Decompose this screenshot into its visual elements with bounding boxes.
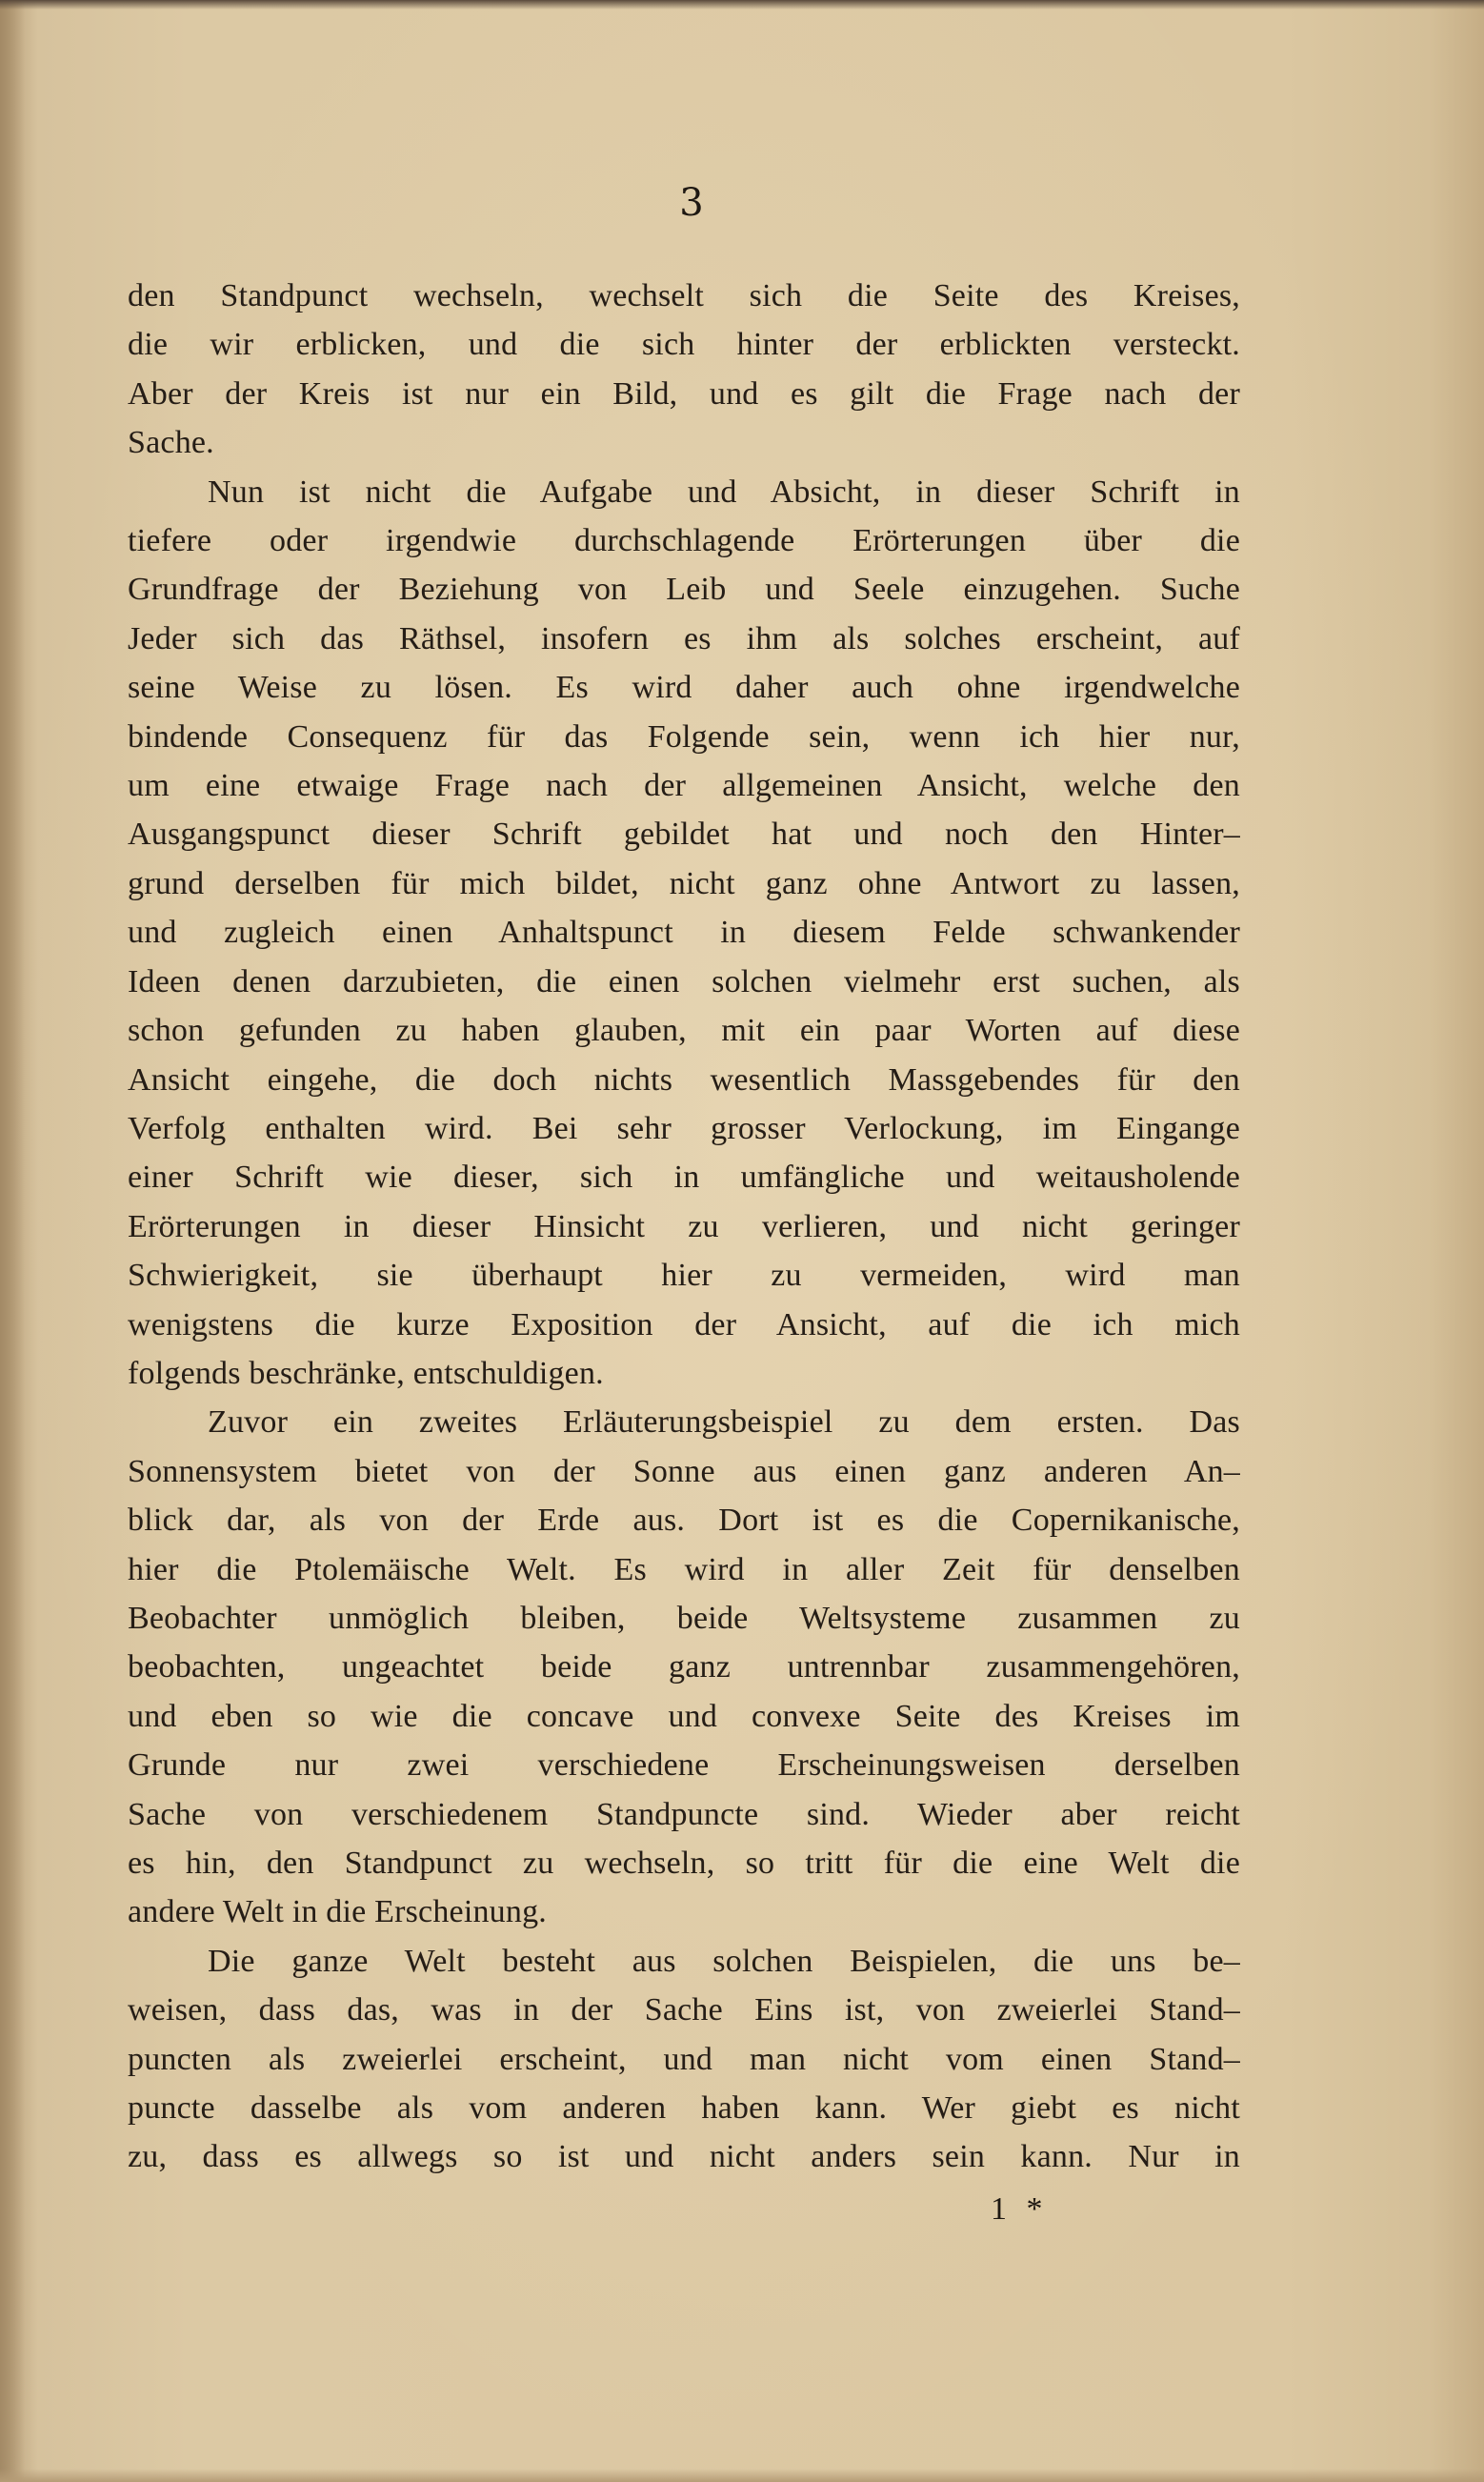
text-line: tiefere oder irgendwie durchschlagende Erörterungen über die xyxy=(128,523,1240,559)
text-line: Sache. xyxy=(128,425,214,461)
text-line: folgends beschränke, entschuldigen. xyxy=(128,1355,604,1391)
text-line: hier die Ptolemäische Welt. Es wird in aller Zeit für denselben xyxy=(128,1551,1240,1587)
text-line: die wir erblicken, und die sich hinter der erblickten versteckt. xyxy=(128,327,1240,363)
text-lines xyxy=(128,272,1240,2182)
text-line: den Standpunct wechseln, wechselt sich die Seite des Kreises, xyxy=(128,278,1240,313)
text-line: schon gefunden zu haben glauben, mit ein paar Worten auf diese xyxy=(128,1013,1240,1049)
text-line: Grundfrage der Beziehung von Leib und Seele einzugehen. Suche xyxy=(128,572,1240,608)
text-line: und eben so wie die concave und convexe Seite des Kreises im xyxy=(128,1698,1240,1734)
text-line: Die ganze Welt besteht aus solchen Beispielen, die uns be– xyxy=(208,1943,1240,1979)
text-line: puncte dasselbe als vom anderen haben kann. Wer giebt es nicht xyxy=(128,2090,1240,2127)
text-line: wenigstens die kurze Exposition der Ansicht, auf die ich mich xyxy=(128,1306,1240,1342)
text-line: Ansicht eingehe, die doch nichts wesentlich Massgebendes für den xyxy=(128,1061,1240,1098)
text-line: Zuvor ein zweites Erläuterungsbeispiel zu dem ersten. Das xyxy=(208,1404,1240,1441)
text-line: Nun ist nicht die Aufgabe und Absicht, in dieser Schrift in xyxy=(208,474,1240,510)
text-line: und zugleich einen Anhaltspunct in diesem Felde schwankender xyxy=(128,915,1240,951)
text-line: zu, dass es allwegs so ist und nicht anders sein kann. Nur in xyxy=(128,2139,1240,2175)
text-line: Verfolg enthalten wird. Bei sehr grosser Verlockung, im Eingange xyxy=(128,1110,1240,1146)
text-line: blick dar, als von der Erde aus. Dort ist es die Copernikanische, xyxy=(128,1503,1240,1539)
page-binding-shadow xyxy=(0,0,25,2482)
text-line: grund derselben für mich bildet, nicht ganz ohne Antwort zu lassen, xyxy=(128,865,1240,901)
text-line: bindende Consequenz für das Folgende sein, wenn ich hier nur, xyxy=(128,718,1240,755)
text-line: Ausgangspunct dieser Schrift gebildet hat und noch den Hinter– xyxy=(128,817,1240,853)
text-line: Sonnensystem bietet von der Sonne aus einen ganz anderen An– xyxy=(128,1453,1240,1489)
text-line: Ideen denen darzubieten, die einen solchen vielmehr erst suchen, als xyxy=(128,963,1240,999)
body-text xyxy=(128,272,1240,2182)
text-line: beobachten, ungeachtet beide ganz untrennbar zusammengehören, xyxy=(128,1649,1240,1685)
text-line: Aber der Kreis ist nur ein Bild, und es gilt die Frage nach der xyxy=(128,375,1240,412)
text-line: Beobachter unmöglich bleiben, beide Weltsysteme zusammen zu xyxy=(128,1600,1240,1636)
page-number: 3 xyxy=(679,181,704,225)
text-line: seine Weise zu lösen. Es wird daher auch ohne irgendwelche xyxy=(128,670,1240,706)
text-line: Schwierigkeit, sie überhaupt hier zu vermeiden, wird man xyxy=(128,1258,1240,1294)
text-line: Erörterungen in dieser Hinsicht zu verlieren, und nicht geringer xyxy=(128,1208,1240,1244)
text-line: Sache von verschiedenem Standpuncte sind. Wieder aber reicht xyxy=(128,1796,1240,1832)
text-line: puncten als zweierlei erscheint, und man nicht vom einen Stand– xyxy=(128,2041,1240,2077)
text-line: Jeder sich das Räthsel, insofern es ihm als solches erscheint, auf xyxy=(128,620,1240,656)
signature-mark: 1 * xyxy=(991,2191,1049,2227)
text-line: weisen, dass das, was in der Sache Eins ist, von zweierlei Stand– xyxy=(128,1992,1240,2028)
page-top-edge xyxy=(0,0,1484,10)
text-line: um eine etwaige Frage nach der allgemeinen Ansicht, welche den xyxy=(128,768,1240,804)
page-bottom-edge xyxy=(0,2469,1484,2482)
text-line: andere Welt in die Erscheinung. xyxy=(128,1894,547,1930)
text-line: Grunde nur zwei verschiedene Erscheinungsweisen derselben xyxy=(128,1747,1240,1784)
text-line: es hin, den Standpunct zu wechseln, so tritt für die eine Welt die xyxy=(128,1846,1240,1881)
text-line: einer Schrift wie dieser, sich in umfängliche und weitausholende xyxy=(128,1160,1240,1196)
